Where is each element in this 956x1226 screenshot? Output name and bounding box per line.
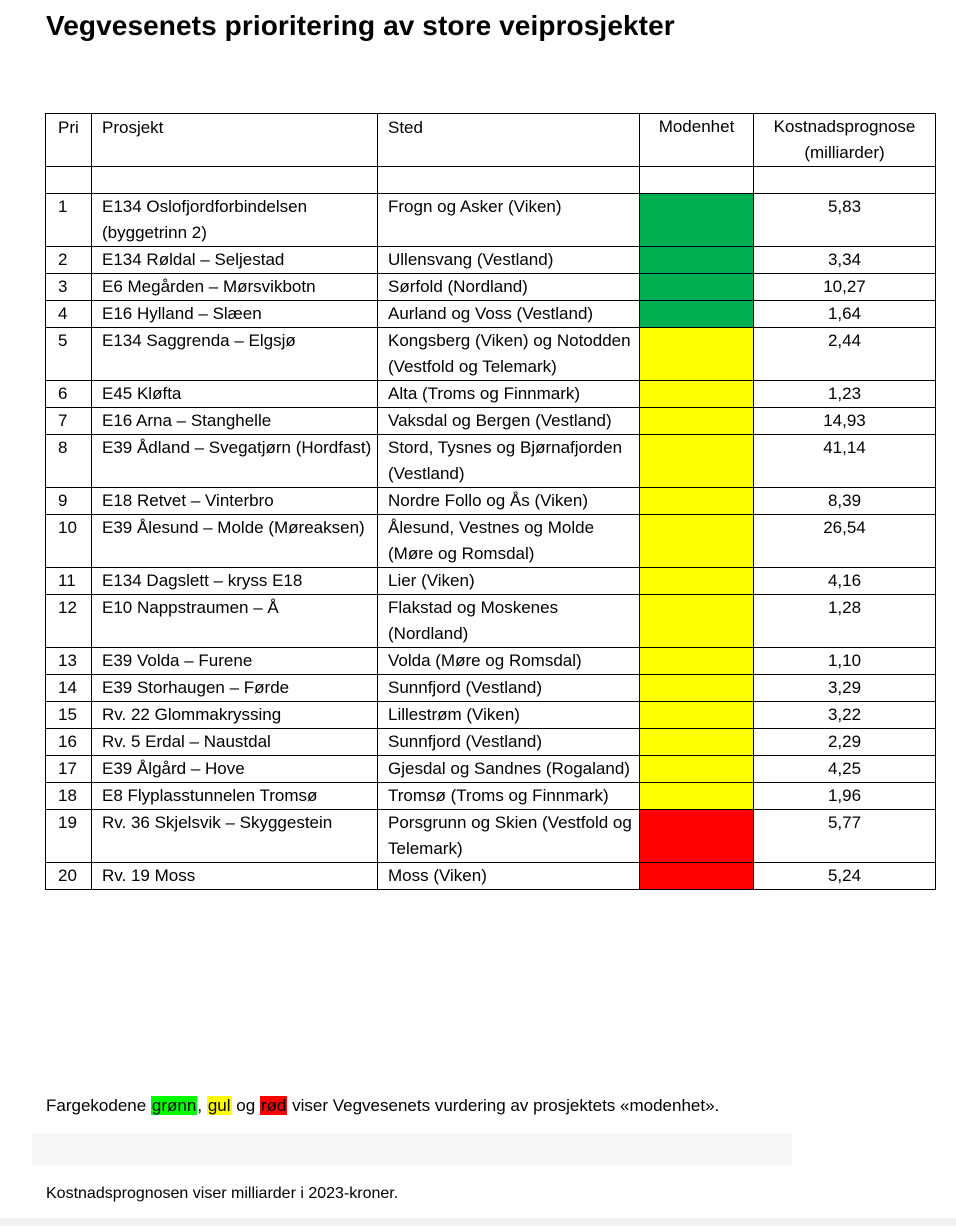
cell-maturity <box>640 274 754 301</box>
header-maturity: Modenhet <box>640 114 754 167</box>
cell-place: Stord, Tysnes og Bjørnafjorden (Vestland) <box>378 435 640 488</box>
cell-pri: 17 <box>46 756 92 783</box>
table-row <box>46 301 936 328</box>
cell-place: Tromsø (Troms og Finnmark) <box>378 783 640 810</box>
cell-place: Moss (Viken) <box>378 863 640 890</box>
cell-place: Flakstad og Moskenes (Nordland) <box>378 595 640 648</box>
cell-cost: 1,10 <box>754 648 936 675</box>
cell-maturity <box>640 729 754 756</box>
cell-maturity <box>640 595 754 648</box>
table-row <box>46 247 936 274</box>
cell-place: Porsgrunn og Skien (Vestfold og Telemark) <box>378 810 640 863</box>
cell-pri: 11 <box>46 568 92 595</box>
cell-place: Sunnfjord (Vestland) <box>378 729 640 756</box>
cell-cost: 5,24 <box>754 863 936 890</box>
cell-maturity <box>640 756 754 783</box>
cell-cost: 3,29 <box>754 675 936 702</box>
cell-maturity <box>640 702 754 729</box>
cell-maturity <box>640 783 754 810</box>
cell-maturity <box>640 568 754 595</box>
table-row <box>46 381 936 408</box>
cell-project: E16 Arna – Stanghelle <box>92 408 378 435</box>
cell-pri: 4 <box>46 301 92 328</box>
cell-project: Rv. 19 Moss <box>92 863 378 890</box>
cell-place: Sunnfjord (Vestland) <box>378 675 640 702</box>
table-row <box>46 435 936 488</box>
cell-maturity <box>640 488 754 515</box>
cell-pri: 10 <box>46 515 92 568</box>
cell-project: E45 Kløfta <box>92 381 378 408</box>
table-row <box>46 194 936 247</box>
table-row <box>46 595 936 648</box>
cell-pri: 9 <box>46 488 92 515</box>
cell-cost: 1,64 <box>754 301 936 328</box>
cell-pri: 19 <box>46 810 92 863</box>
table-header-row <box>46 114 936 167</box>
cell-project: Rv. 36 Skjelsvik – Skyggestein <box>92 810 378 863</box>
page-title: Vegvesenets prioritering av store veiprosjekter <box>46 10 675 41</box>
table-row <box>46 729 936 756</box>
cell-cost: 2,29 <box>754 729 936 756</box>
cell-cost: 3,22 <box>754 702 936 729</box>
cell-cost: 5,83 <box>754 194 936 247</box>
cell-project: E6 Megården – Mørsvikbotn <box>92 274 378 301</box>
cell-pri: 20 <box>46 863 92 890</box>
color-legend <box>46 1096 719 1116</box>
legend-separator: , <box>197 1096 203 1115</box>
cell-place: Vaksdal og Bergen (Vestland) <box>378 408 640 435</box>
cell-cost: 2,44 <box>754 328 936 381</box>
cell-place: Ålesund, Vestnes og Molde (Møre og Romsdal) <box>378 515 640 568</box>
cell-place: Lier (Viken) <box>378 568 640 595</box>
cell-pri: 8 <box>46 435 92 488</box>
cell-place: Lillestrøm (Viken) <box>378 702 640 729</box>
cell-pri: 16 <box>46 729 92 756</box>
cell-place: Alta (Troms og Finnmark) <box>378 381 640 408</box>
cell-cost: 1,28 <box>754 595 936 648</box>
cell-cost: 1,96 <box>754 783 936 810</box>
cell-maturity <box>640 515 754 568</box>
cell-cost: 3,34 <box>754 247 936 274</box>
table-row <box>46 702 936 729</box>
table-row <box>46 756 936 783</box>
table-row <box>46 408 936 435</box>
legend-and: og <box>236 1096 256 1115</box>
cell-cost: 4,25 <box>754 756 936 783</box>
cell-pri: 1 <box>46 194 92 247</box>
cell-maturity <box>640 247 754 274</box>
cell-cost: 26,54 <box>754 515 936 568</box>
header-project: Prosjekt <box>92 114 378 167</box>
cell-project: E39 Ålgård – Hove <box>92 756 378 783</box>
cell-place: Aurland og Voss (Vestland) <box>378 301 640 328</box>
table-row <box>46 328 936 381</box>
cell-project: E134 Røldal – Seljestad <box>92 247 378 274</box>
cell-cost: 14,93 <box>754 408 936 435</box>
cell-project: E39 Storhaugen – Førde <box>92 675 378 702</box>
cell-project: Rv. 22 Glommakryssing <box>92 702 378 729</box>
empty-row <box>46 167 936 194</box>
cell-project: E39 Ådland – Svegatjørn (Hordfast) <box>92 435 378 488</box>
empty-cell <box>378 167 640 194</box>
table-row <box>46 648 936 675</box>
cell-maturity <box>640 301 754 328</box>
cell-pri: 14 <box>46 675 92 702</box>
cell-cost: 5,77 <box>754 810 936 863</box>
cell-place: Kongsberg (Viken) og Notodden (Vestfold og Telemark) <box>378 328 640 381</box>
cell-pri: 2 <box>46 247 92 274</box>
cell-maturity <box>640 381 754 408</box>
legend-green-swatch: grønn <box>151 1096 197 1115</box>
footnote: Kostnadsprognosen viser milliarder i 2023-kroner. <box>46 1185 399 1202</box>
header-place: Sted <box>378 114 640 167</box>
cell-project: E39 Volda – Furene <box>92 648 378 675</box>
table-row <box>46 274 936 301</box>
header-pri: Pri <box>46 114 92 167</box>
cell-place: Ullensvang (Vestland) <box>378 247 640 274</box>
cell-pri: 18 <box>46 783 92 810</box>
page-bottom-edge <box>0 1218 956 1226</box>
cell-maturity <box>640 408 754 435</box>
cell-pri: 12 <box>46 595 92 648</box>
cell-cost: 1,23 <box>754 381 936 408</box>
cell-cost: 41,14 <box>754 435 936 488</box>
empty-cell <box>92 167 378 194</box>
cell-project: Rv. 5 Erdal – Naustdal <box>92 729 378 756</box>
cell-pri: 6 <box>46 381 92 408</box>
cell-maturity <box>640 435 754 488</box>
cell-pri: 7 <box>46 408 92 435</box>
table-row <box>46 515 936 568</box>
cell-project: E8 Flyplasstunnelen Tromsø <box>92 783 378 810</box>
cell-place: Frogn og Asker (Viken) <box>378 194 640 247</box>
cell-maturity <box>640 863 754 890</box>
cell-pri: 15 <box>46 702 92 729</box>
faint-band <box>32 1133 792 1165</box>
cell-cost: 10,27 <box>754 274 936 301</box>
cell-place: Volda (Møre og Romsdal) <box>378 648 640 675</box>
legend-suffix: viser Vegvesenets vurdering av prosjektets «modenhet». <box>292 1096 720 1115</box>
cell-maturity <box>640 648 754 675</box>
cell-project: E39 Ålesund – Molde (Møreaksen) <box>92 515 378 568</box>
cell-maturity <box>640 194 754 247</box>
cell-place: Sørfold (Nordland) <box>378 274 640 301</box>
cell-place: Nordre Follo og Ås (Viken) <box>378 488 640 515</box>
cell-place: Gjesdal og Sandnes (Rogaland) <box>378 756 640 783</box>
empty-cell <box>640 167 754 194</box>
cell-cost: 4,16 <box>754 568 936 595</box>
cell-project: E16 Hylland – Slæen <box>92 301 378 328</box>
empty-cell <box>754 167 936 194</box>
cell-project: E134 Dagslett – kryss E18 <box>92 568 378 595</box>
cell-cost: 8,39 <box>754 488 936 515</box>
legend-yellow-swatch: gul <box>207 1096 231 1115</box>
empty-cell <box>46 167 92 194</box>
legend-prefix: Fargekodene <box>46 1096 147 1115</box>
cell-project: E134 Saggrenda – Elgsjø <box>92 328 378 381</box>
table-row <box>46 675 936 702</box>
cell-pri: 3 <box>46 274 92 301</box>
table-row <box>46 783 936 810</box>
table-row <box>46 568 936 595</box>
cell-project: E134 Oslofjordforbindelsen (byggetrinn 2) <box>92 194 378 247</box>
header-cost: Kostnadsprognose (milliarder) <box>754 114 936 167</box>
cell-maturity <box>640 675 754 702</box>
cell-pri: 13 <box>46 648 92 675</box>
priority-table <box>45 113 936 890</box>
cell-project: E18 Retvet – Vinterbro <box>92 488 378 515</box>
table-body <box>46 167 936 890</box>
cell-pri: 5 <box>46 328 92 381</box>
table-row <box>46 863 936 890</box>
legend-red-swatch: rød <box>260 1096 287 1115</box>
cell-maturity <box>640 328 754 381</box>
table-row <box>46 810 936 863</box>
cell-maturity <box>640 810 754 863</box>
cell-project: E10 Nappstraumen – Å <box>92 595 378 648</box>
table-row <box>46 488 936 515</box>
